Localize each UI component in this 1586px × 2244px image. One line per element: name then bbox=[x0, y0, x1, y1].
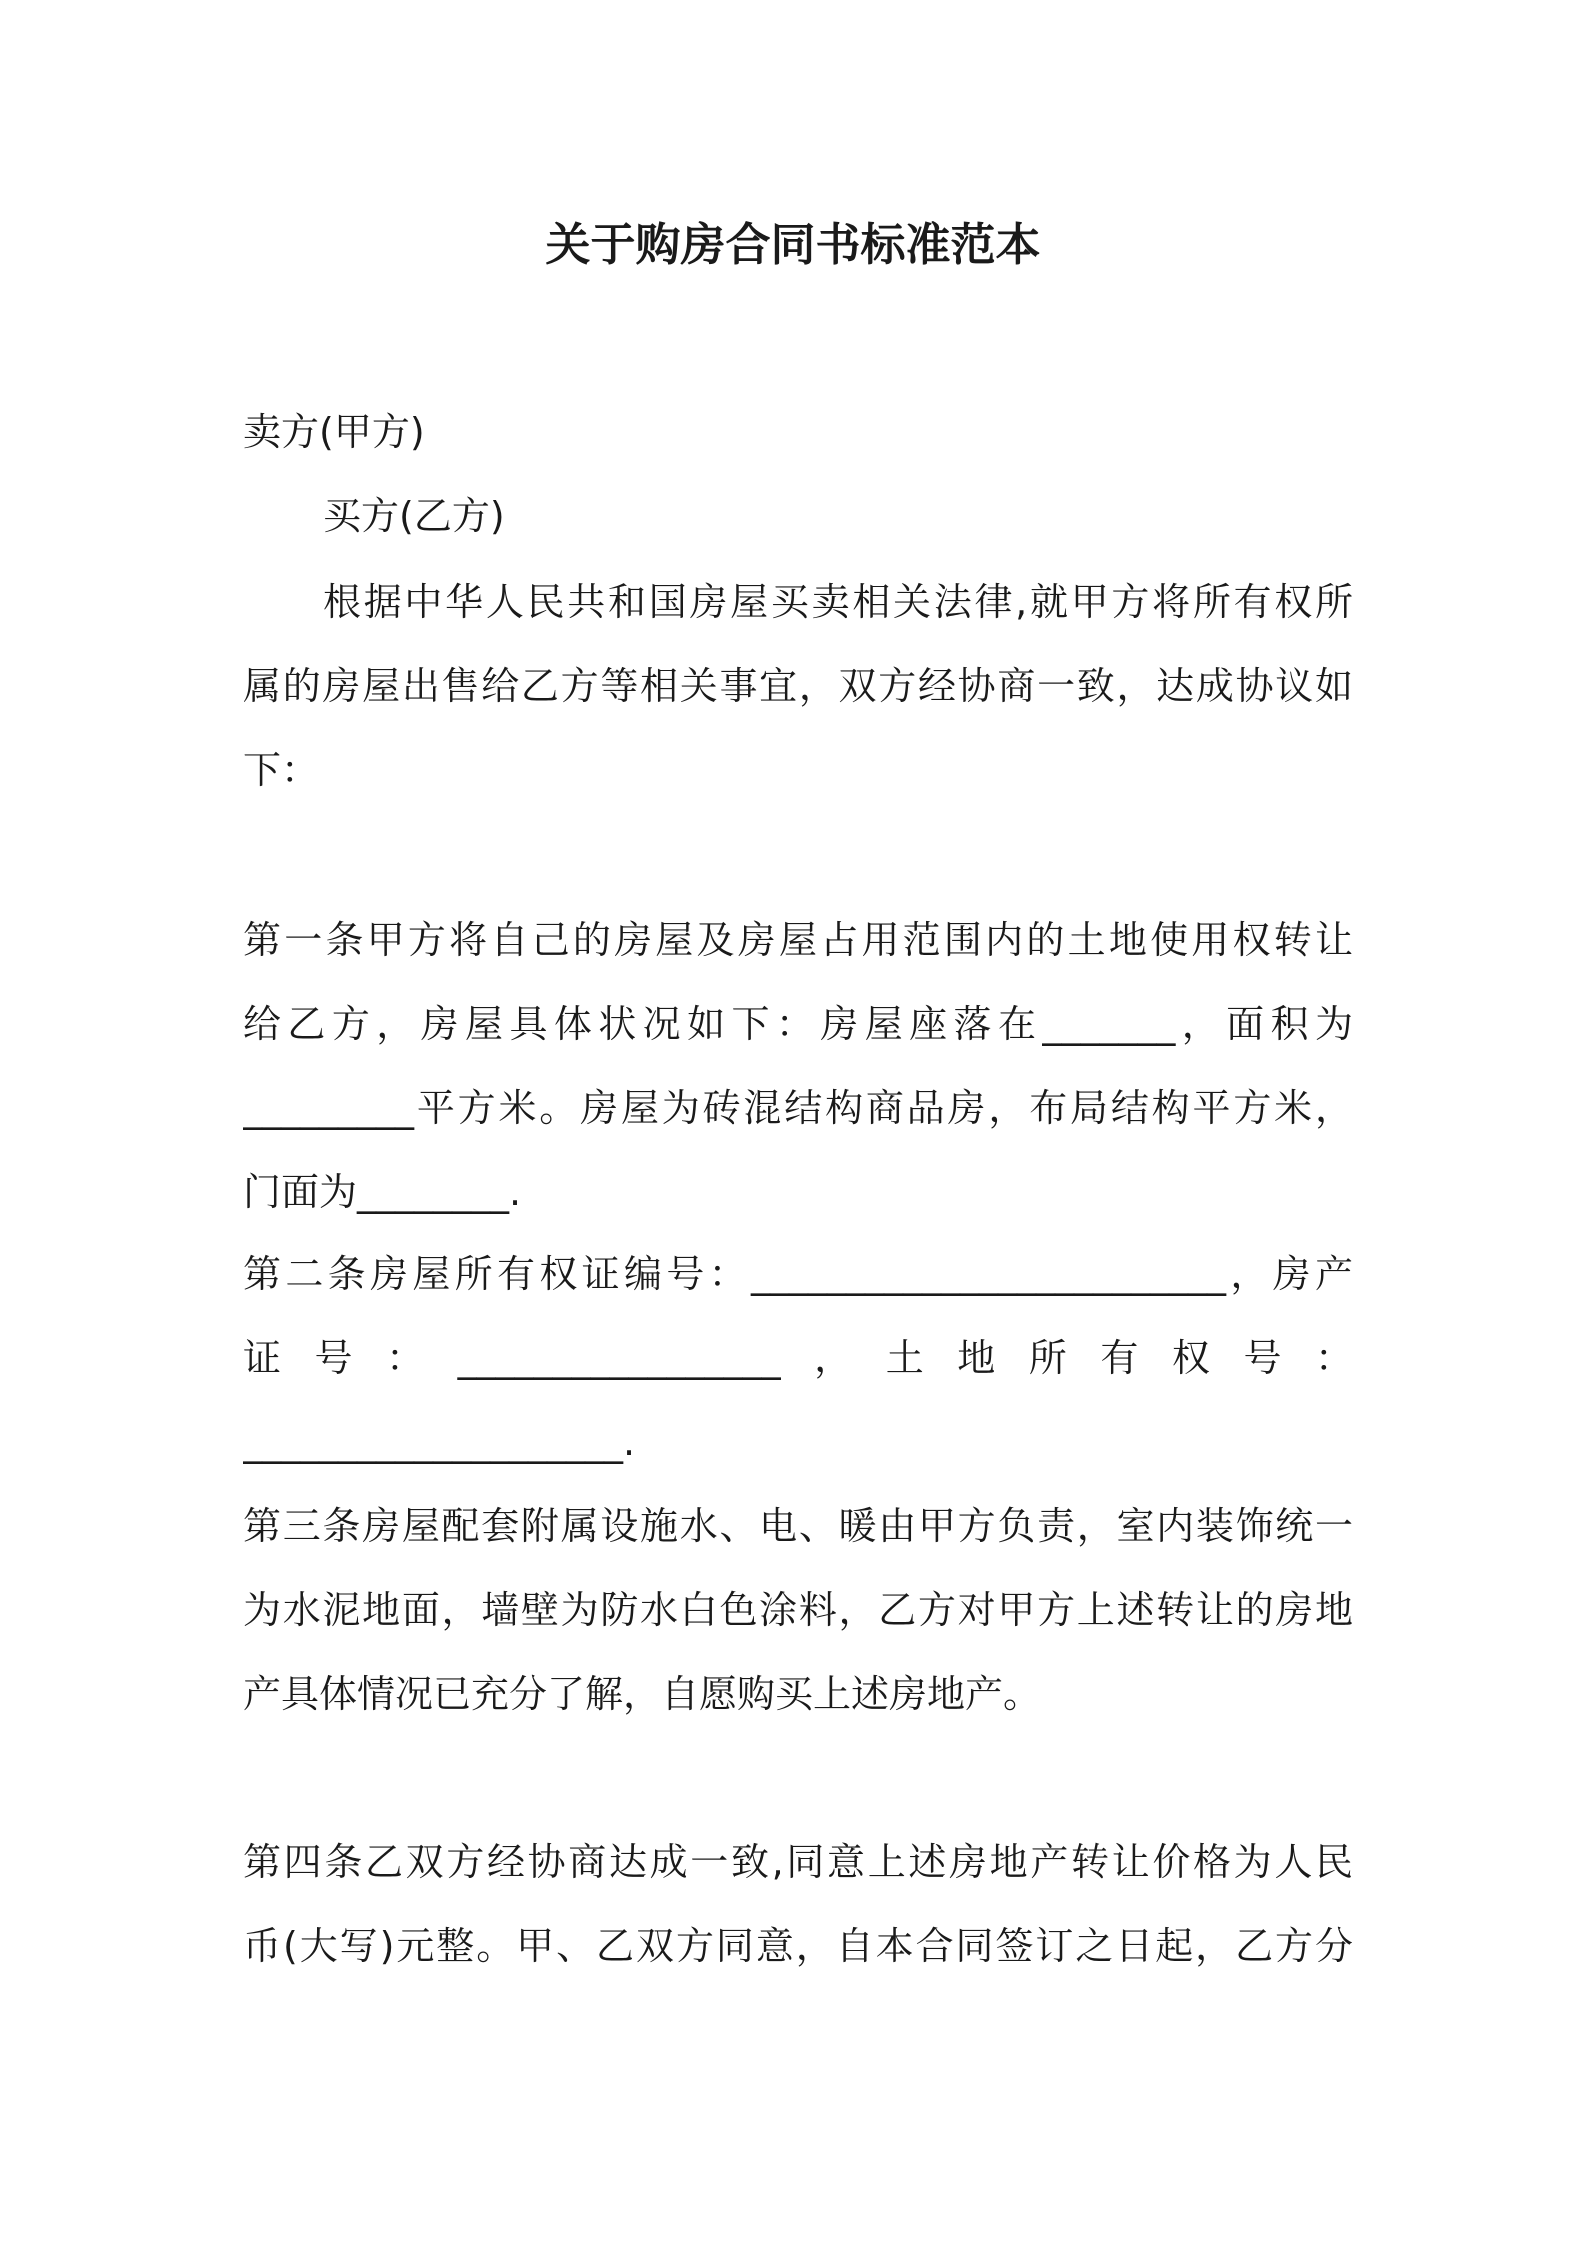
article-3-line-1: 第三条房屋配套附属设施水、电、暖由甲方负责，室内装饰统一 bbox=[243, 1504, 1353, 1548]
preamble-line-2: 属的房屋出售给乙方等相关事宜，双方经协商一致，达成协议如 bbox=[243, 664, 1353, 708]
article-2-line-1: 第二条房屋所有权证编号：_________________________，房产 bbox=[243, 1252, 1353, 1296]
article-2-line-3: ____________________. bbox=[243, 1420, 636, 1464]
article-3-line-2: 为水泥地面，墙壁为防水白色涂料，乙方对甲方上述转让的房地 bbox=[243, 1588, 1353, 1632]
preamble-line-1: 根据中华人民共和国房屋买卖相关法律,就甲方将所有权所 bbox=[323, 580, 1353, 624]
article-3-line-3: 产具体情况已充分了解，自愿购买上述房地产。 bbox=[243, 1672, 1042, 1716]
article-2-line-2: 证号：_________________，土地所有权号： bbox=[243, 1336, 1353, 1380]
seller-party-line: 卖方(甲方) bbox=[243, 410, 425, 454]
document-title: 关于购房合同书标准范本 bbox=[545, 218, 1041, 271]
buyer-party-line: 买方(乙方) bbox=[323, 494, 505, 538]
article-1-line-4: 门面为________. bbox=[243, 1170, 522, 1214]
article-1-line-3: _________平方米。房屋为砖混结构商品房，布局结构平方米， bbox=[243, 1086, 1353, 1130]
preamble-line-3: 下： bbox=[243, 748, 320, 792]
article-1-line-2: 给乙方，房屋具体状况如下：房屋座落在_______，面积为 bbox=[243, 1002, 1353, 1046]
article-4-line-2: 币(大写)元整。甲、乙双方同意，自本合同签订之日起，乙方分 bbox=[243, 1924, 1353, 1968]
article-1-line-1: 第一条甲方将自己的房屋及房屋占用范围内的土地使用权转让 bbox=[243, 918, 1353, 962]
article-4-line-1: 第四条乙双方经协商达成一致,同意上述房地产转让价格为人民 bbox=[243, 1840, 1353, 1884]
